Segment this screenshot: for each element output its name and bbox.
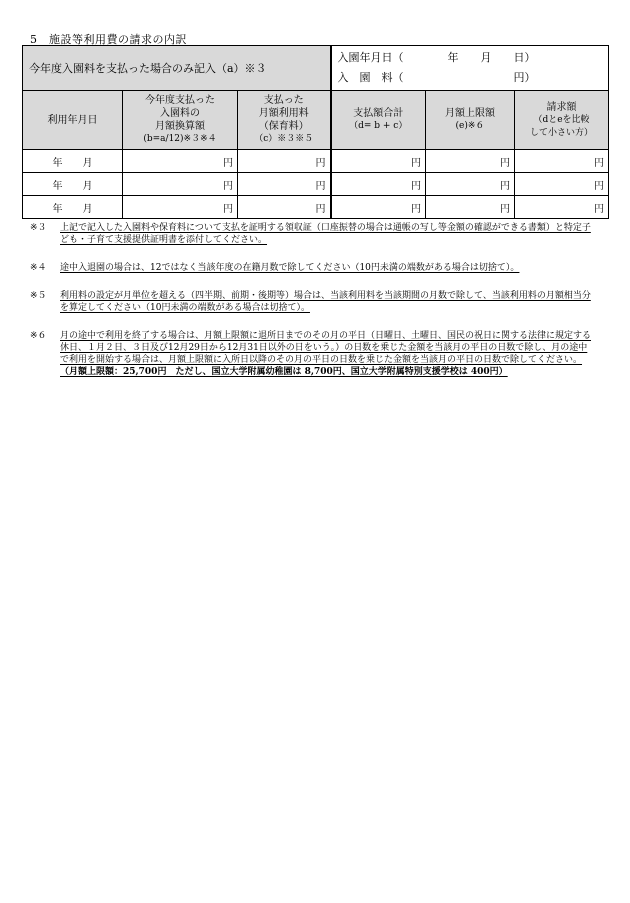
monthly-cap-cell[interactable]: 円 [426, 196, 515, 219]
monthly-cap-cell[interactable]: 円 [426, 173, 515, 196]
note-text: 月の途中で利用を終了する場合は、月額上限額に退所日までのその月の平日（日曜日、土曜日、国民の祝日に関する法律に規定する休日、１月２日、３日及び12月29日から12月31日以外の日をいう。）の日数を乗じた金額を当該月の平日の日数で除し、月の途中で利用を開始する場合は、月額上限額に入所日以降のその月の平日の日数を乗じた金額を当該月の平日の日数で除してください。 [60, 331, 592, 365]
admission-label: 今年度入園料を支払った場合のみ記入（a）※３ [23, 46, 331, 91]
monthly-fee-cell[interactable]: 円 [238, 196, 331, 219]
monthly-fee-cell[interactable]: 円 [238, 150, 331, 173]
table-row [23, 150, 609, 173]
header-monthly-cap: 月額上限額 (e)※６ [426, 91, 515, 150]
claim-amount-cell[interactable]: 円 [515, 196, 609, 219]
usage-date-cell[interactable]: 年 月 [23, 150, 123, 173]
admission-row [23, 46, 609, 91]
header-admission-monthly: 今年度支払った 入園料の 月額換算額 (b=a/12)※３※４ [123, 91, 238, 150]
monthly-fee-cell[interactable]: 円 [238, 173, 331, 196]
note-mark: ※４ [30, 263, 47, 273]
note-mark: ※６ [30, 331, 47, 341]
claim-breakdown-table [22, 45, 609, 219]
admission-fields [331, 46, 609, 91]
admission-monthly-cell[interactable]: 円 [123, 150, 238, 173]
usage-date-cell[interactable]: 年 月 [23, 196, 123, 219]
claim-amount-cell[interactable]: 円 [515, 150, 609, 173]
monthly-cap-cell[interactable]: 円 [426, 150, 515, 173]
admission-fee-field[interactable]: 入 園 料（ 円） [337, 71, 536, 84]
total-paid-cell[interactable]: 円 [331, 150, 426, 173]
header-total-paid: 支払額合計 （d= b + c） [331, 91, 426, 150]
total-paid-cell[interactable]: 円 [331, 196, 426, 219]
usage-date-cell[interactable]: 年 月 [23, 173, 123, 196]
note-mark: ※３ [30, 223, 47, 233]
note-6 [30, 330, 592, 378]
total-paid-cell[interactable]: 円 [331, 173, 426, 196]
note-mark: ※５ [30, 291, 47, 301]
header-usage-date: 利用年月日 [23, 91, 123, 150]
admission-monthly-cell[interactable]: 円 [123, 173, 238, 196]
header-claim-amount: 請求額 （dとeを比較 して小さい方） [515, 91, 609, 150]
claim-amount-cell[interactable]: 円 [515, 173, 609, 196]
header-row [23, 91, 609, 150]
note-5 [30, 290, 592, 314]
note-text: 利用料の設定が月単位を超える（四半期、前期・後期等）場合は、当該利用料を当該期間の月数で除して、当該利用料の月額相当分を算定してください（10円未満の端数がある場合は切捨て）。 [60, 291, 591, 313]
notes-section [30, 222, 592, 394]
note-text: 途中入退園の場合は、12ではなく当該年度の在籍月数で除してください（10円未満の端数がある場合は切捨て）。 [60, 263, 520, 273]
table-row [23, 196, 609, 219]
note-cap-amounts: （月額上限額：25,700円 ただし、国立大学附属幼稚園は 8,700円、国立大学附属特別支援学校は 400円） [60, 367, 508, 377]
section-title: 5 施設等利用費の請求の内訳 [30, 33, 187, 46]
admission-monthly-cell[interactable]: 円 [123, 196, 238, 219]
note-3 [30, 222, 592, 246]
header-monthly-fee: 支払った 月額利用料 （保育料） （c）※３※５ [238, 91, 331, 150]
note-text: 上記で記入した入園料や保育料について支払を証明する領収証（口座振替の場合は通帳の写し等金額の確認ができる書類）と特定子ども・子育て支援提供証明書を添付してください。 [60, 223, 591, 245]
note-body [60, 330, 592, 378]
table-row [23, 173, 609, 196]
admission-date-field[interactable]: 入園年月日（ 年 月 日） [337, 51, 536, 64]
note-4 [30, 262, 592, 274]
